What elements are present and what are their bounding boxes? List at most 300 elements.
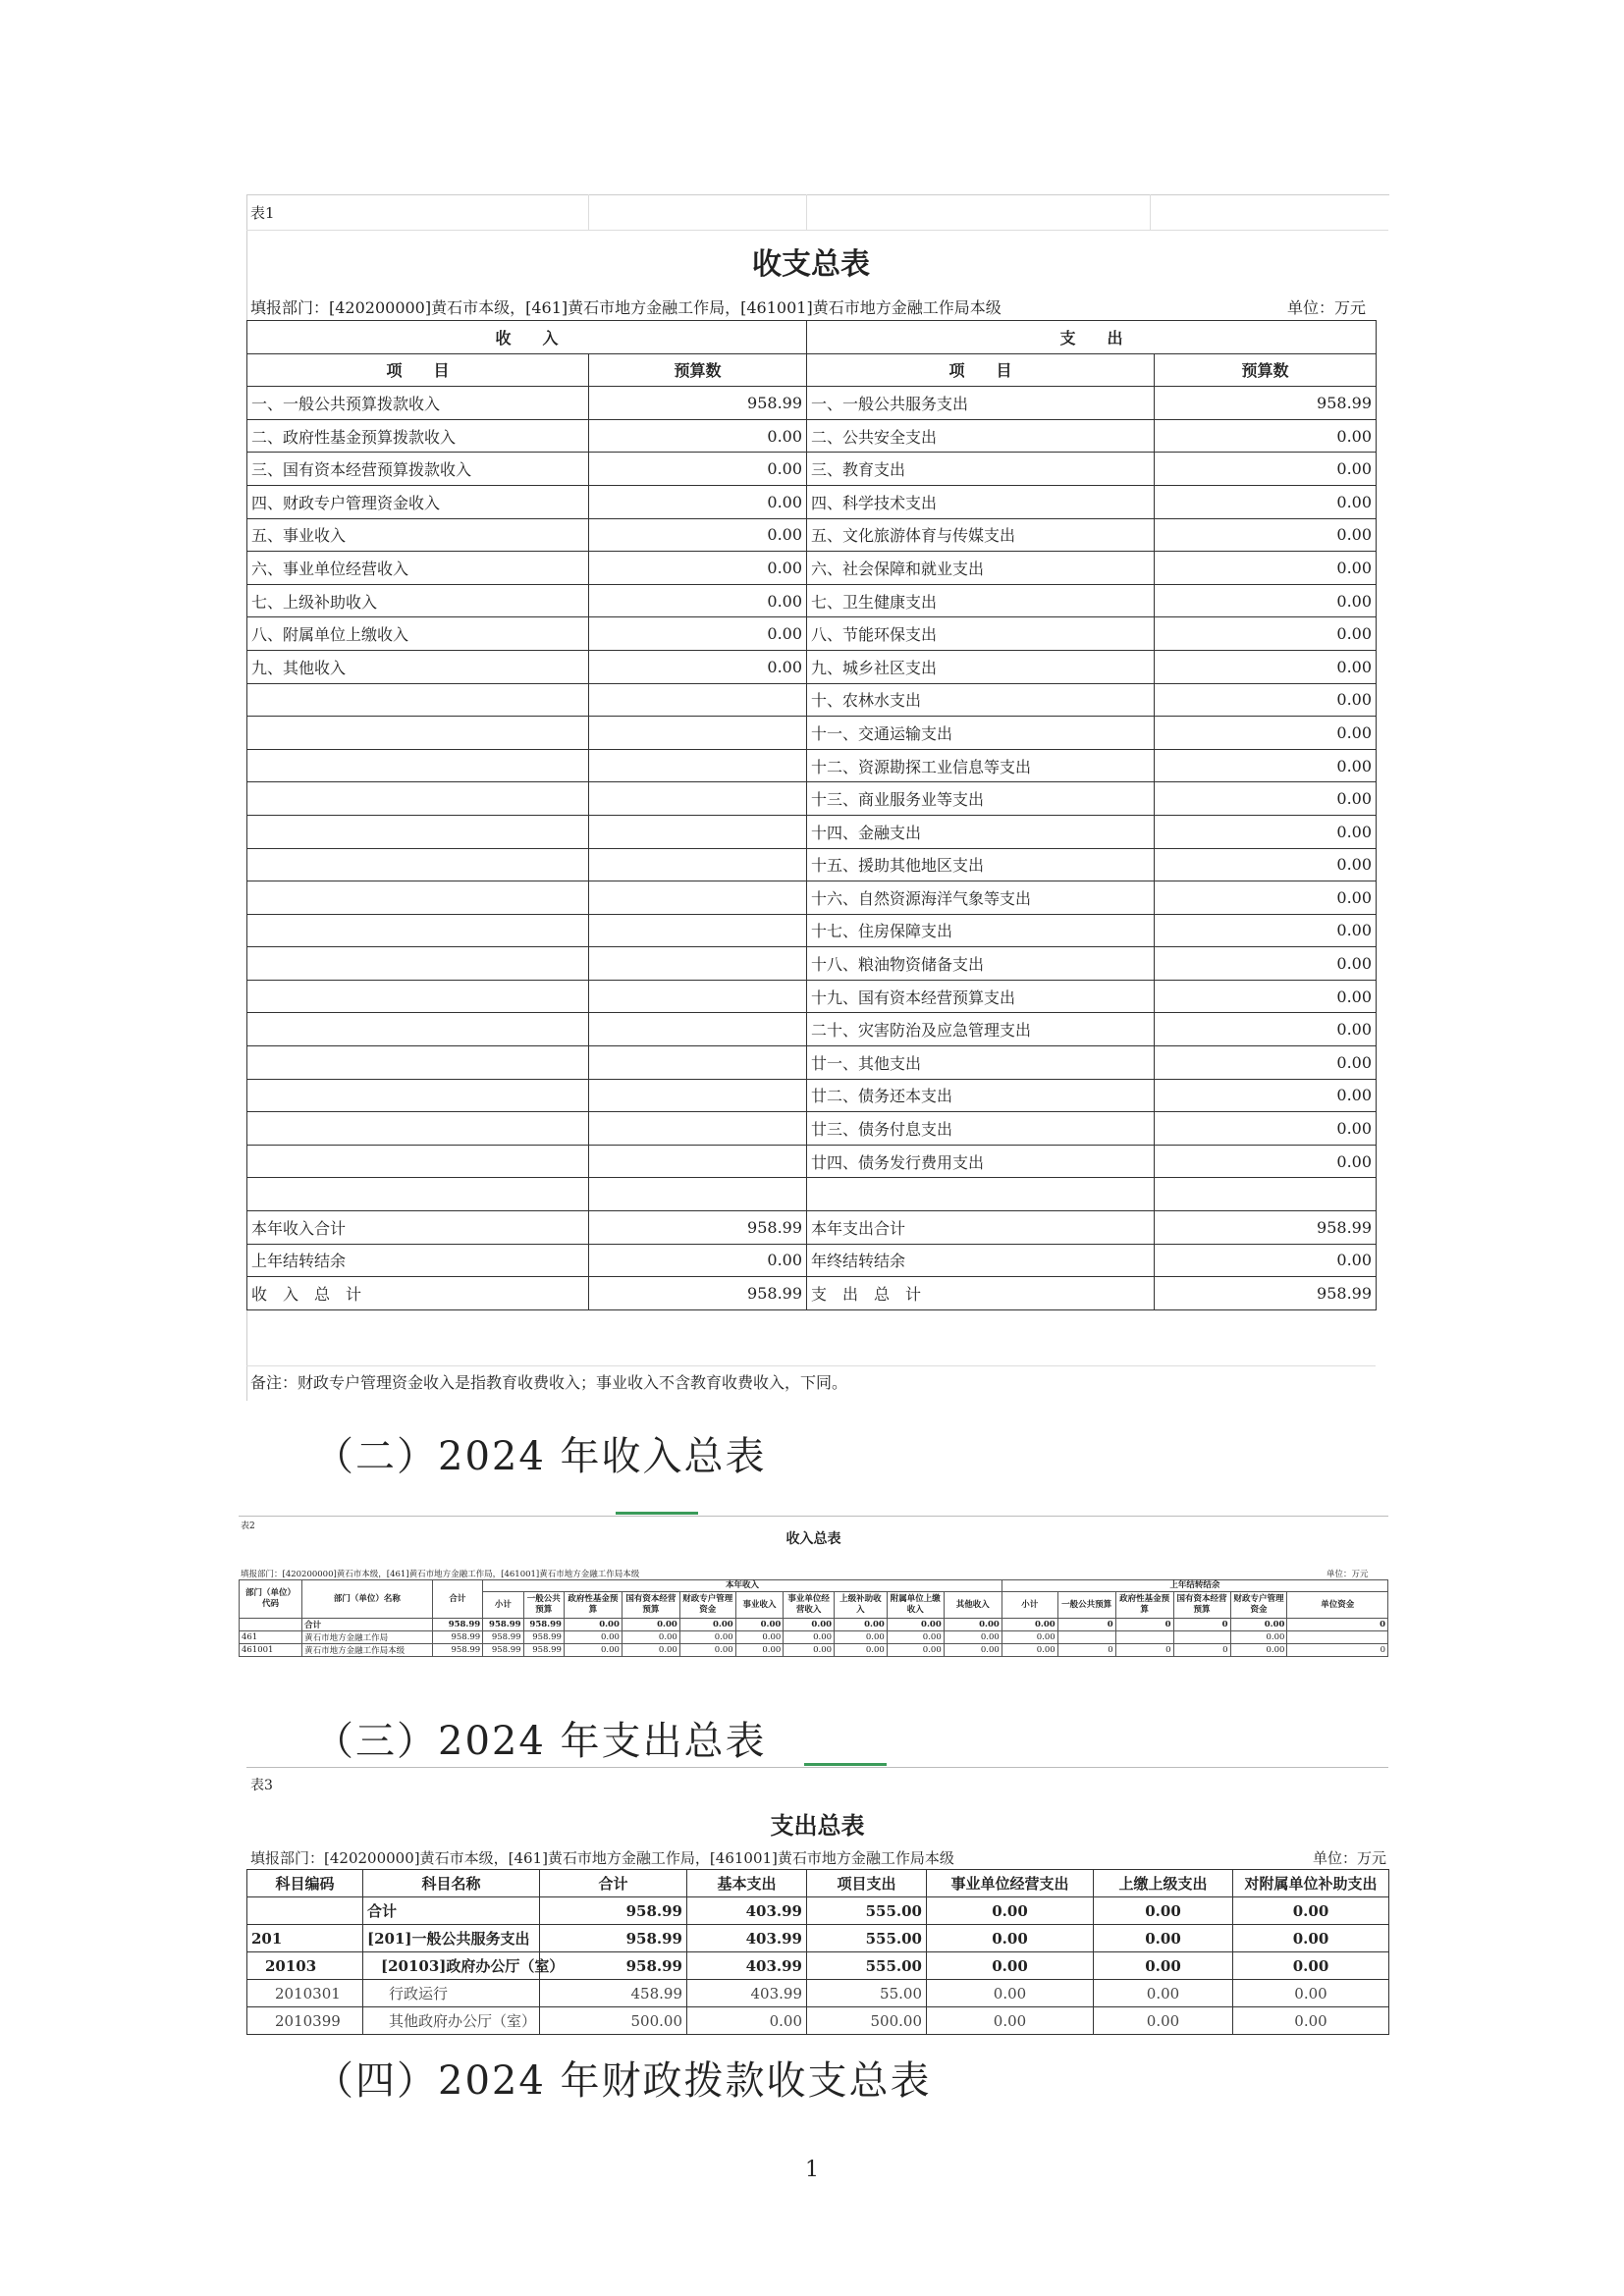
current-value: 958.99 bbox=[523, 1644, 564, 1657]
total-row bbox=[247, 1244, 1377, 1277]
data-row bbox=[247, 947, 1377, 981]
empty-cell bbox=[589, 1145, 807, 1178]
current-value: 958.99 bbox=[483, 1631, 523, 1644]
amount-value: 0.00 bbox=[1233, 2007, 1389, 2035]
prior-value bbox=[1173, 1631, 1230, 1644]
total-row bbox=[247, 1211, 1377, 1245]
income-total-value: 958.99 bbox=[589, 1211, 807, 1245]
data-row bbox=[247, 1145, 1377, 1178]
total-header: 合计 bbox=[432, 1580, 483, 1619]
empty-cell bbox=[247, 1178, 589, 1211]
current-value: 958.99 bbox=[523, 1619, 564, 1631]
data-row bbox=[247, 980, 1377, 1013]
total-value: 958.99 bbox=[432, 1619, 483, 1631]
page-number: 1 bbox=[805, 2158, 819, 2182]
expense-value: 0.00 bbox=[1155, 848, 1377, 881]
empty-cell bbox=[589, 1112, 807, 1146]
expense-value: 0.00 bbox=[1155, 980, 1377, 1013]
current-value: 0.00 bbox=[564, 1644, 622, 1657]
data-row bbox=[240, 1644, 1388, 1657]
table1-summary bbox=[246, 194, 1388, 1400]
expense-value: 0.00 bbox=[1155, 453, 1377, 486]
table-title: 收支总表 bbox=[752, 247, 870, 282]
data-row bbox=[247, 1013, 1377, 1046]
data-row bbox=[247, 650, 1377, 683]
prior-col-header: 财政专户管理资金 bbox=[1230, 1592, 1287, 1619]
data-row bbox=[247, 2007, 1389, 2035]
expense-value: 0.00 bbox=[1155, 584, 1377, 617]
column-header: 科目编码 bbox=[247, 1870, 363, 1897]
empty-cell bbox=[247, 815, 589, 848]
group-header-row bbox=[247, 321, 1377, 354]
amount-value: 0.00 bbox=[1094, 1897, 1233, 1925]
expense-total-label: 年终结转结余 bbox=[807, 1244, 1155, 1277]
column-header: 科目名称 bbox=[363, 1870, 540, 1897]
empty-cell bbox=[247, 1145, 589, 1178]
expense-total-value: 0.00 bbox=[1155, 1244, 1377, 1277]
current-value: 0.00 bbox=[944, 1644, 1001, 1657]
empty-cell bbox=[247, 1046, 589, 1080]
subject-name: 其他政府办公厅（室） bbox=[363, 2007, 540, 2035]
expense-label: 九、城乡社区支出 bbox=[807, 650, 1155, 683]
expense-value: 0.00 bbox=[1155, 617, 1377, 651]
empty-cell bbox=[589, 914, 807, 947]
data-row bbox=[247, 485, 1377, 518]
name-header: 部门（单位）名称 bbox=[302, 1580, 432, 1619]
amount-value: 555.00 bbox=[807, 1952, 927, 1980]
amount-value: 958.99 bbox=[540, 1925, 687, 1952]
amount-value: 0.00 bbox=[1233, 1897, 1389, 1925]
grid-line bbox=[1150, 194, 1151, 230]
empty-cell bbox=[589, 881, 807, 915]
income-value: 0.00 bbox=[589, 485, 807, 518]
expense-budget-header: 预算数 bbox=[1155, 353, 1377, 387]
total-value: 958.99 bbox=[432, 1631, 483, 1644]
income-value: 0.00 bbox=[589, 419, 807, 453]
grid-line bbox=[246, 1767, 1388, 1768]
expense-value: 0.00 bbox=[1155, 914, 1377, 947]
expense-total-value: 958.99 bbox=[1155, 1211, 1377, 1245]
current-value: 0.00 bbox=[679, 1644, 735, 1657]
empty-cell bbox=[589, 947, 807, 981]
income-label: 三、国有资本经营预算拨款收入 bbox=[247, 453, 589, 486]
current-value: 0.00 bbox=[835, 1644, 888, 1657]
expense-label: 十七、住房保障支出 bbox=[807, 914, 1155, 947]
expense-value: 0.00 bbox=[1155, 1079, 1377, 1112]
column-header-row bbox=[247, 1870, 1389, 1897]
income-value: 0.00 bbox=[589, 617, 807, 651]
data-row bbox=[247, 683, 1377, 717]
prior-col-header: 国有资本经营预算 bbox=[1173, 1592, 1230, 1619]
empty-cell bbox=[589, 1079, 807, 1112]
income-item-header: 项 目 bbox=[247, 353, 589, 387]
heading-fiscal-summary: （四）2024 年财政拨款收支总表 bbox=[314, 2058, 932, 2104]
expense-value: 0.00 bbox=[1155, 749, 1377, 782]
income-value: 0.00 bbox=[589, 584, 807, 617]
income-label: 一、一般公共预算拨款收入 bbox=[247, 387, 589, 420]
empty-cell bbox=[247, 1013, 589, 1046]
current-col-header: 政府性基金预算 bbox=[564, 1592, 622, 1619]
amount-value: 403.99 bbox=[687, 1980, 807, 2007]
unit-code: 461 bbox=[240, 1631, 302, 1644]
unit-name: 黄石市地方金融工作局 bbox=[302, 1631, 432, 1644]
current-value: 958.99 bbox=[483, 1619, 523, 1631]
prior-col-header: 政府性基金预算 bbox=[1115, 1592, 1173, 1619]
income-total-label: 收 入 总 计 bbox=[247, 1277, 589, 1310]
expense-value: 0.00 bbox=[1155, 1013, 1377, 1046]
expense-value: 0.00 bbox=[1155, 683, 1377, 717]
unit-code: 461001 bbox=[240, 1644, 302, 1657]
current-value: 0.00 bbox=[622, 1644, 679, 1657]
prior-col-header: 单位资金 bbox=[1287, 1592, 1388, 1619]
current-group-header: 本年收入 bbox=[483, 1580, 1002, 1592]
dept-line: 填报部门：[420200000]黄石市本级，[461]黄石市地方金融工作局，[461001]黄石市地方金融工作局本级 bbox=[250, 1849, 954, 1867]
data-row bbox=[247, 617, 1377, 651]
code-header: 部门（单位）代码 bbox=[240, 1580, 302, 1619]
current-col-header: 上级补助收入 bbox=[835, 1592, 888, 1619]
income-label: 六、事业单位经营收入 bbox=[247, 552, 589, 585]
current-value: 0.00 bbox=[564, 1631, 622, 1644]
expense-label: 十二、资源勘探工业信息等支出 bbox=[807, 749, 1155, 782]
income-value: 958.99 bbox=[589, 387, 807, 420]
amount-value: 0.00 bbox=[927, 1952, 1094, 1980]
prior-value: 0.00 bbox=[1001, 1644, 1057, 1657]
data-row bbox=[247, 914, 1377, 947]
empty-cell bbox=[807, 1178, 1155, 1211]
summary-grid bbox=[246, 320, 1377, 1310]
empty-cell bbox=[589, 1013, 807, 1046]
expense-value: 0.00 bbox=[1155, 881, 1377, 915]
expense-grid bbox=[246, 1869, 1389, 2035]
expense-label: 十、农林水支出 bbox=[807, 683, 1155, 717]
current-col-header: 国有资本经营预算 bbox=[622, 1592, 679, 1619]
unit-label: 单位：万元 bbox=[1313, 1849, 1387, 1867]
amount-value: 403.99 bbox=[687, 1952, 807, 1980]
expense-label: 十三、商业服务业等支出 bbox=[807, 782, 1155, 816]
amount-value: 55.00 bbox=[807, 1980, 927, 2007]
expense-label: 廿四、债务发行费用支出 bbox=[807, 1145, 1155, 1178]
empty-cell bbox=[247, 1079, 589, 1112]
expense-label: 四、科学技术支出 bbox=[807, 485, 1155, 518]
amount-value: 0.00 bbox=[1094, 1980, 1233, 2007]
current-col-header: 事业收入 bbox=[735, 1592, 784, 1619]
current-value: 0.00 bbox=[887, 1619, 944, 1631]
income-label: 四、财政专户管理资金收入 bbox=[247, 485, 589, 518]
data-row bbox=[247, 584, 1377, 617]
current-value: 0.00 bbox=[564, 1619, 622, 1631]
data-row bbox=[247, 717, 1377, 750]
expense-group-header: 支 出 bbox=[807, 321, 1377, 354]
empty-cell bbox=[247, 947, 589, 981]
amount-value: 0.00 bbox=[687, 2007, 807, 2035]
amount-value: 0.00 bbox=[1233, 1925, 1389, 1952]
income-value: 0.00 bbox=[589, 650, 807, 683]
empty-cell bbox=[589, 782, 807, 816]
empty-cell bbox=[247, 782, 589, 816]
prior-value: 0.00 bbox=[1230, 1619, 1287, 1631]
amount-value: 0.00 bbox=[927, 1925, 1094, 1952]
empty-cell bbox=[247, 749, 589, 782]
current-col-header: 其他收入 bbox=[944, 1592, 1001, 1619]
current-value: 0.00 bbox=[679, 1631, 735, 1644]
unit-code bbox=[240, 1619, 302, 1631]
expense-label: 廿二、债务还本支出 bbox=[807, 1079, 1155, 1112]
current-col-header: 小计 bbox=[483, 1592, 523, 1619]
data-row bbox=[247, 749, 1377, 782]
group-header-row bbox=[240, 1580, 1388, 1592]
unit-label: 单位：万元 bbox=[1326, 1570, 1369, 1579]
amount-value: 403.99 bbox=[687, 1925, 807, 1952]
grid-line bbox=[246, 230, 1388, 231]
grid-line bbox=[806, 194, 807, 230]
prior-value bbox=[1115, 1631, 1173, 1644]
amount-value: 0.00 bbox=[1233, 1980, 1389, 2007]
income-label: 七、上级补助收入 bbox=[247, 584, 589, 617]
amount-value: 0.00 bbox=[927, 2007, 1094, 2035]
data-row bbox=[247, 1897, 1389, 1925]
prior-value: 0 bbox=[1173, 1644, 1230, 1657]
empty-cell bbox=[247, 683, 589, 717]
spacer-row bbox=[247, 1178, 1377, 1211]
current-value: 0.00 bbox=[622, 1619, 679, 1631]
expense-value: 0.00 bbox=[1155, 419, 1377, 453]
empty-cell bbox=[589, 717, 807, 750]
expense-total-label: 本年支出合计 bbox=[807, 1211, 1155, 1245]
current-col-header: 事业单位经营收入 bbox=[784, 1592, 835, 1619]
amount-value: 0.00 bbox=[1094, 1952, 1233, 1980]
income-label: 八、附属单位上缴收入 bbox=[247, 617, 589, 651]
income-label: 九、其他收入 bbox=[247, 650, 589, 683]
subject-name: [201]一般公共服务支出 bbox=[363, 1925, 540, 1952]
data-row bbox=[247, 518, 1377, 552]
prior-value: 0 bbox=[1287, 1619, 1388, 1631]
expense-value: 0.00 bbox=[1155, 1046, 1377, 1080]
income-total-label: 本年收入合计 bbox=[247, 1211, 589, 1245]
heading-expense-summary: （三）2024 年支出总表 bbox=[314, 1719, 767, 1764]
prior-value: 0.00 bbox=[1230, 1631, 1287, 1644]
empty-cell bbox=[589, 1178, 807, 1211]
current-value: 0.00 bbox=[944, 1619, 1001, 1631]
expense-label: 十八、粮油物资储备支出 bbox=[807, 947, 1155, 981]
empty-cell bbox=[247, 881, 589, 915]
table3-expense bbox=[246, 1767, 1388, 2044]
income-total-value: 0.00 bbox=[589, 1244, 807, 1277]
prior-value: 0.00 bbox=[1001, 1619, 1057, 1631]
income-grid bbox=[239, 1579, 1388, 1657]
data-row bbox=[247, 848, 1377, 881]
expense-label: 二、公共安全支出 bbox=[807, 419, 1155, 453]
current-value: 958.99 bbox=[523, 1631, 564, 1644]
current-value: 0.00 bbox=[784, 1631, 835, 1644]
data-row bbox=[247, 419, 1377, 453]
data-row bbox=[247, 1112, 1377, 1146]
subject-name: 合计 bbox=[363, 1897, 540, 1925]
data-row bbox=[247, 815, 1377, 848]
total-value: 958.99 bbox=[432, 1644, 483, 1657]
data-row bbox=[247, 782, 1377, 816]
income-total-value: 958.99 bbox=[589, 1277, 807, 1310]
empty-cell bbox=[247, 717, 589, 750]
table-tag: 表2 bbox=[241, 1522, 255, 1531]
current-value: 0.00 bbox=[835, 1631, 888, 1644]
unit-name: 黄石市地方金融工作局本级 bbox=[302, 1644, 432, 1657]
expense-label: 十一、交通运输支出 bbox=[807, 717, 1155, 750]
expense-label: 二十、灾害防治及应急管理支出 bbox=[807, 1013, 1155, 1046]
expense-label: 八、节能环保支出 bbox=[807, 617, 1155, 651]
amount-value: 555.00 bbox=[807, 1925, 927, 1952]
grid-line bbox=[588, 194, 589, 230]
table-title: 收入总表 bbox=[785, 1531, 841, 1547]
subject-code: 201 bbox=[247, 1925, 363, 1952]
empty-cell bbox=[247, 914, 589, 947]
data-row bbox=[247, 881, 1377, 915]
data-row bbox=[247, 1925, 1389, 1952]
data-row bbox=[247, 1980, 1389, 2007]
expense-label: 十五、援助其他地区支出 bbox=[807, 848, 1155, 881]
data-row bbox=[247, 552, 1377, 585]
data-row bbox=[247, 387, 1377, 420]
income-budget-header: 预算数 bbox=[589, 353, 807, 387]
expense-total-value: 958.99 bbox=[1155, 1277, 1377, 1310]
prior-value: 0 bbox=[1057, 1619, 1115, 1631]
column-header: 事业单位经营支出 bbox=[927, 1870, 1094, 1897]
current-value: 0.00 bbox=[735, 1631, 784, 1644]
current-value: 0.00 bbox=[887, 1631, 944, 1644]
blank-row bbox=[246, 1338, 1376, 1366]
data-row bbox=[247, 453, 1377, 486]
total-row bbox=[247, 1277, 1377, 1310]
empty-cell bbox=[589, 749, 807, 782]
column-header: 合计 bbox=[540, 1870, 687, 1897]
amount-value: 0.00 bbox=[927, 1980, 1094, 2007]
column-header-row bbox=[247, 353, 1377, 387]
prior-value: 0 bbox=[1173, 1619, 1230, 1631]
amount-value: 0.00 bbox=[927, 1897, 1094, 1925]
amount-value: 0.00 bbox=[1233, 1952, 1389, 1980]
current-value: 0.00 bbox=[944, 1631, 1001, 1644]
prior-value: 0.00 bbox=[1230, 1644, 1287, 1657]
current-value: 0.00 bbox=[679, 1619, 735, 1631]
amount-value: 555.00 bbox=[807, 1897, 927, 1925]
expense-value: 958.99 bbox=[1155, 387, 1377, 420]
subject-name: [20103]政府办公厅（室） bbox=[363, 1952, 540, 1980]
table-title: 支出总表 bbox=[770, 1811, 865, 1840]
heading-income-summary: （二）2024 年收入总表 bbox=[314, 1434, 767, 1479]
prior-value bbox=[1057, 1631, 1115, 1644]
current-value: 958.99 bbox=[483, 1644, 523, 1657]
income-total-label: 上年结转结余 bbox=[247, 1244, 589, 1277]
expense-value: 0.00 bbox=[1155, 518, 1377, 552]
expense-item-header: 项 目 bbox=[807, 353, 1155, 387]
prior-value: 0 bbox=[1115, 1644, 1173, 1657]
empty-cell bbox=[589, 683, 807, 717]
column-header: 对附属单位补助支出 bbox=[1233, 1870, 1389, 1897]
income-group-header: 收 入 bbox=[247, 321, 807, 354]
subject-code: 2010301 bbox=[247, 1980, 363, 2007]
expense-value: 0.00 bbox=[1155, 782, 1377, 816]
prior-value: 0 bbox=[1287, 1644, 1388, 1657]
current-value: 0.00 bbox=[784, 1619, 835, 1631]
dept-line: 填报部门：[420200000]黄石市本级，[461]黄石市地方金融工作局，[461001]黄石市地方金融工作局本级 bbox=[250, 298, 1001, 317]
expense-label: 七、卫生健康支出 bbox=[807, 584, 1155, 617]
prior-value: 0 bbox=[1115, 1619, 1173, 1631]
empty-cell bbox=[247, 980, 589, 1013]
expense-value: 0.00 bbox=[1155, 552, 1377, 585]
selection-marker bbox=[616, 1512, 698, 1515]
current-value: 0.00 bbox=[835, 1619, 888, 1631]
expense-label: 一、一般公共服务支出 bbox=[807, 387, 1155, 420]
unit-name: 合计 bbox=[302, 1619, 432, 1631]
amount-value: 958.99 bbox=[540, 1952, 687, 1980]
expense-value: 0.00 bbox=[1155, 947, 1377, 981]
prior-col-header: 一般公共预算 bbox=[1057, 1592, 1115, 1619]
prior-col-header: 小计 bbox=[1001, 1592, 1057, 1619]
grid-line bbox=[239, 1516, 1388, 1517]
dept-line: 填报部门：[420200000]黄石市本级，[461]黄石市地方金融工作局，[461001]黄石市地方金融工作局本级 bbox=[241, 1570, 640, 1579]
prior-value: 0 bbox=[1057, 1644, 1115, 1657]
expense-value: 0.00 bbox=[1155, 485, 1377, 518]
amount-value: 458.99 bbox=[540, 1980, 687, 2007]
income-label: 二、政府性基金预算拨款收入 bbox=[247, 419, 589, 453]
expense-value: 0.00 bbox=[1155, 815, 1377, 848]
subject-code bbox=[247, 1897, 363, 1925]
table-tag: 表1 bbox=[250, 204, 275, 222]
subject-name: 行政运行 bbox=[363, 1980, 540, 2007]
expense-label: 三、教育支出 bbox=[807, 453, 1155, 486]
expense-label: 五、文化旅游体育与传媒支出 bbox=[807, 518, 1155, 552]
table-tag: 表3 bbox=[250, 1778, 273, 1793]
expense-label: 廿一、其他支出 bbox=[807, 1046, 1155, 1080]
expense-value: 0.00 bbox=[1155, 1145, 1377, 1178]
income-value: 0.00 bbox=[589, 552, 807, 585]
table2-income bbox=[239, 1516, 1388, 1688]
empty-cell bbox=[247, 1112, 589, 1146]
income-label: 五、事业收入 bbox=[247, 518, 589, 552]
amount-value: 958.99 bbox=[540, 1897, 687, 1925]
empty-cell bbox=[247, 848, 589, 881]
column-header: 基本支出 bbox=[687, 1870, 807, 1897]
expense-value: 0.00 bbox=[1155, 650, 1377, 683]
expense-label: 十四、金融支出 bbox=[807, 815, 1155, 848]
current-value: 0.00 bbox=[622, 1631, 679, 1644]
subject-code: 2010399 bbox=[247, 2007, 363, 2035]
empty-cell bbox=[589, 848, 807, 881]
note: 备注：财政专户管理资金收入是指教育收费收入；事业收入不含教育收费收入，下同。 bbox=[250, 1373, 848, 1392]
income-value: 0.00 bbox=[589, 518, 807, 552]
column-header: 项目支出 bbox=[807, 1870, 927, 1897]
amount-value: 500.00 bbox=[807, 2007, 927, 2035]
data-row bbox=[247, 1952, 1389, 1980]
prior-value: 0.00 bbox=[1001, 1631, 1057, 1644]
expense-label: 廿三、债务付息支出 bbox=[807, 1112, 1155, 1146]
current-value: 0.00 bbox=[887, 1644, 944, 1657]
empty-cell bbox=[589, 1046, 807, 1080]
amount-value: 500.00 bbox=[540, 2007, 687, 2035]
unit-label: 单位：万元 bbox=[1287, 298, 1367, 317]
current-col-header: 财政专户管理资金 bbox=[679, 1592, 735, 1619]
empty-cell bbox=[1155, 1178, 1377, 1211]
current-col-header: 附属单位上缴收入 bbox=[887, 1592, 944, 1619]
current-col-header: 一般公共预算 bbox=[523, 1592, 564, 1619]
expense-label: 十九、国有资本经营预算支出 bbox=[807, 980, 1155, 1013]
amount-value: 403.99 bbox=[687, 1897, 807, 1925]
current-value: 0.00 bbox=[735, 1644, 784, 1657]
current-value: 0.00 bbox=[735, 1619, 784, 1631]
prior-value bbox=[1287, 1631, 1388, 1644]
prior-group-header: 上年结转结余 bbox=[1001, 1580, 1387, 1592]
expense-label: 十六、自然资源海洋气象等支出 bbox=[807, 881, 1155, 915]
subject-code: 20103 bbox=[247, 1952, 363, 1980]
